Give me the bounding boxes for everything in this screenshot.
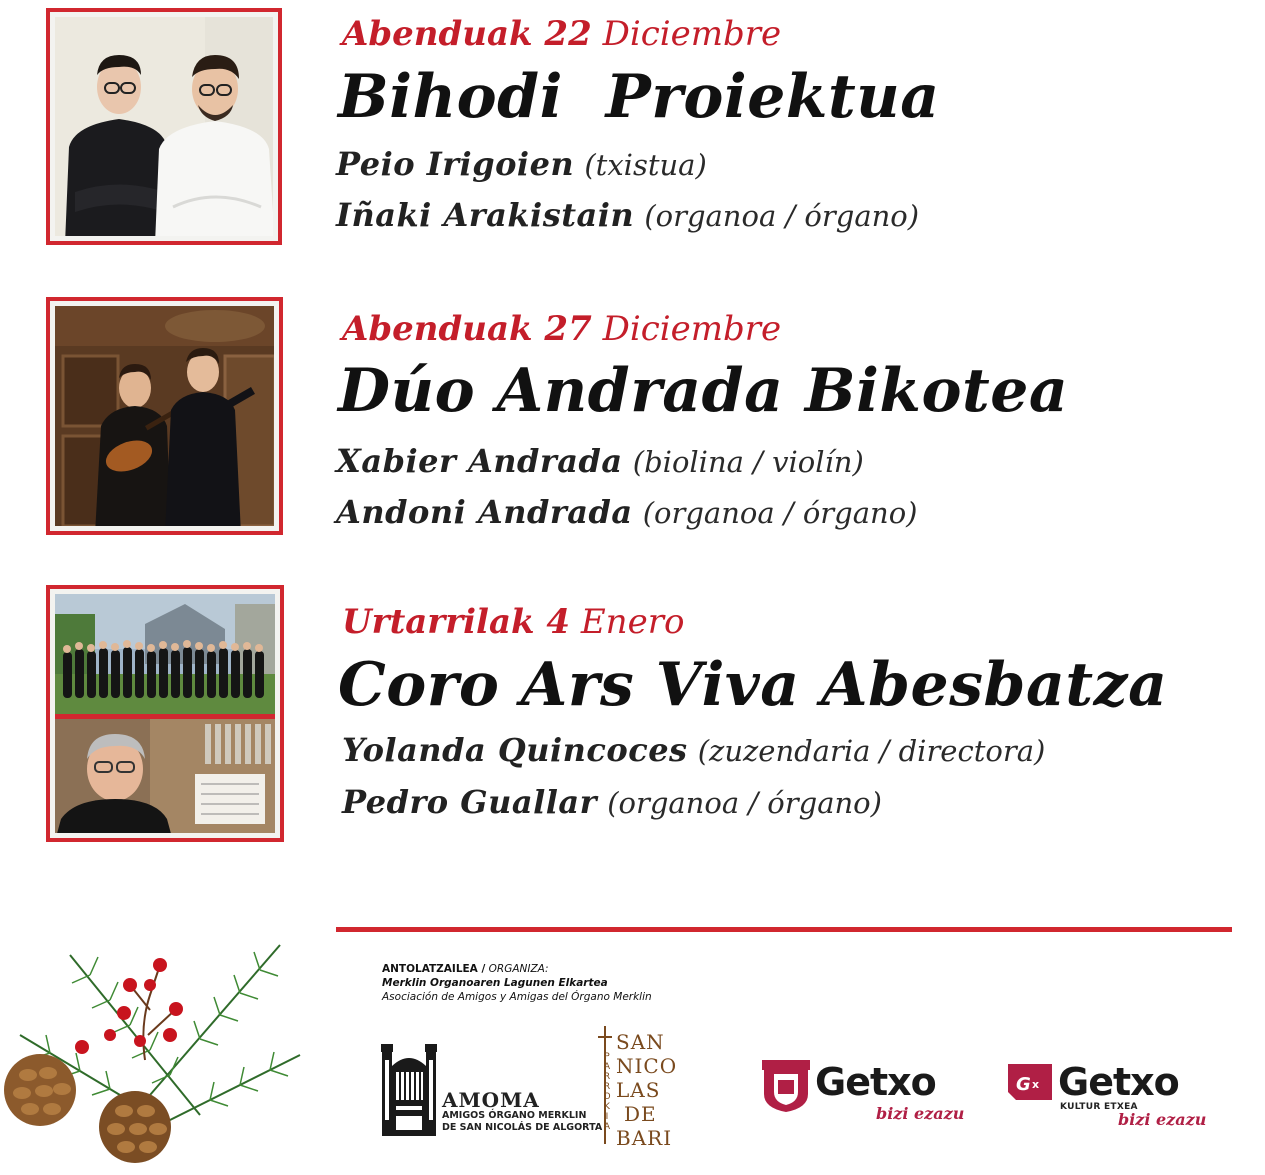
christmas-pine-decoration (0, 915, 310, 1175)
amoma-logo-subtitle (442, 1110, 602, 1134)
event-2-date-es: Diciembre (602, 309, 782, 349)
performer-role: (txistua) (584, 148, 707, 182)
organizer-heading (382, 962, 652, 976)
event-2-title: Dúo Andrada Bikotea (338, 356, 1069, 426)
event-1-performer-2 (336, 196, 919, 234)
event-1-performer-1 (336, 145, 707, 183)
performer-name: Andoni Andrada (336, 493, 633, 531)
performer-name: Iñaki Arakistain (336, 196, 635, 234)
event-3-date-eu: Urtarrilak 4 (342, 602, 571, 642)
getxo-kultur-word: Getxo (1058, 1060, 1179, 1104)
event-1-title: Bihodi Proiektua (338, 62, 940, 132)
parish-line-5: BARI (616, 1126, 673, 1150)
duo-portrait-image (55, 17, 273, 236)
event-1-date (342, 14, 781, 54)
parish-line-4: DE (624, 1102, 657, 1126)
amoma-subtitle-line1: AMIGOS ÓRGANO MERKLIN (442, 1110, 587, 1121)
performer-role: (organoa / órgano) (607, 786, 882, 820)
event-1-date-eu: Abenduak 22 (342, 14, 592, 54)
performer-role: (zuzendaria / directora) (697, 734, 1046, 768)
performer-name: Xabier Andrada (336, 442, 623, 480)
event-2-date-eu: Abenduak 27 (342, 309, 592, 349)
event-2-performer-1 (336, 442, 864, 480)
event-2-date (342, 309, 781, 349)
choir-and-organist-image (55, 594, 275, 833)
organizer-name-eu: Merklin Organoaren Lagunen Elkartea (382, 977, 608, 989)
amoma-organ-logo-icon (378, 1040, 440, 1136)
performer-name: Yolanda Quincoces (342, 731, 688, 769)
amoma-subtitle-line2: DE SAN NICOLÁS DE ALGORTA (442, 1122, 603, 1133)
footer-divider (336, 927, 1232, 932)
event-3-performer-2 (342, 783, 882, 821)
svg-text:G: G (1016, 1074, 1031, 1095)
event-3-photo (46, 585, 284, 842)
event-3-date-es: Enero (580, 602, 685, 642)
event-3-performer-1 (342, 731, 1045, 769)
organizer-name-es: Asociación de Amigos y Amigas del Órgano Merklin (382, 991, 652, 1003)
getxo-logo-word: Getxo (815, 1060, 936, 1104)
parish-name-grid (616, 1030, 677, 1150)
event-3-date (342, 602, 684, 642)
getxo-shield-icon (762, 1060, 810, 1112)
event-1-date-es: Diciembre (602, 14, 782, 54)
event-2-performer-2 (336, 493, 917, 531)
getxo-kultur-subtitle: KULTUR ETXEA (1060, 1102, 1138, 1112)
performer-role: (organoa / órgano) (642, 496, 918, 530)
violin-organ-duo-image (55, 306, 274, 526)
event-1-photo (46, 8, 282, 245)
parish-line-3: LAS (616, 1078, 661, 1102)
event-3-title: Coro Ars Viva Abesbatza (338, 650, 1168, 720)
getxo-logo-tagline: bizi ezazu (876, 1104, 965, 1123)
performer-role: (biolina / violín) (632, 445, 864, 479)
event-2-photo (46, 297, 283, 535)
organizer-label-es: ORGANIZA: (488, 963, 549, 975)
performer-name: Pedro Guallar (342, 783, 598, 821)
parish-side-label: PARROKIA (602, 1052, 612, 1132)
organizer-label-eu: ANTOLATZAILEA / (382, 963, 486, 975)
parish-line-1: SAN (616, 1030, 665, 1054)
getxo-kultur-badge-icon (1008, 1064, 1052, 1100)
svg-text:x: x (1032, 1078, 1040, 1091)
amoma-logo-name: AMOMA (442, 1088, 540, 1112)
performer-name: Peio Irigoien (336, 145, 575, 183)
getxo-kultur-tagline: bizi ezazu (1118, 1110, 1207, 1129)
organizer-block (382, 962, 652, 1004)
performer-role: (organoa / órgano) (644, 199, 920, 233)
parish-line-2: NICO (616, 1054, 678, 1078)
